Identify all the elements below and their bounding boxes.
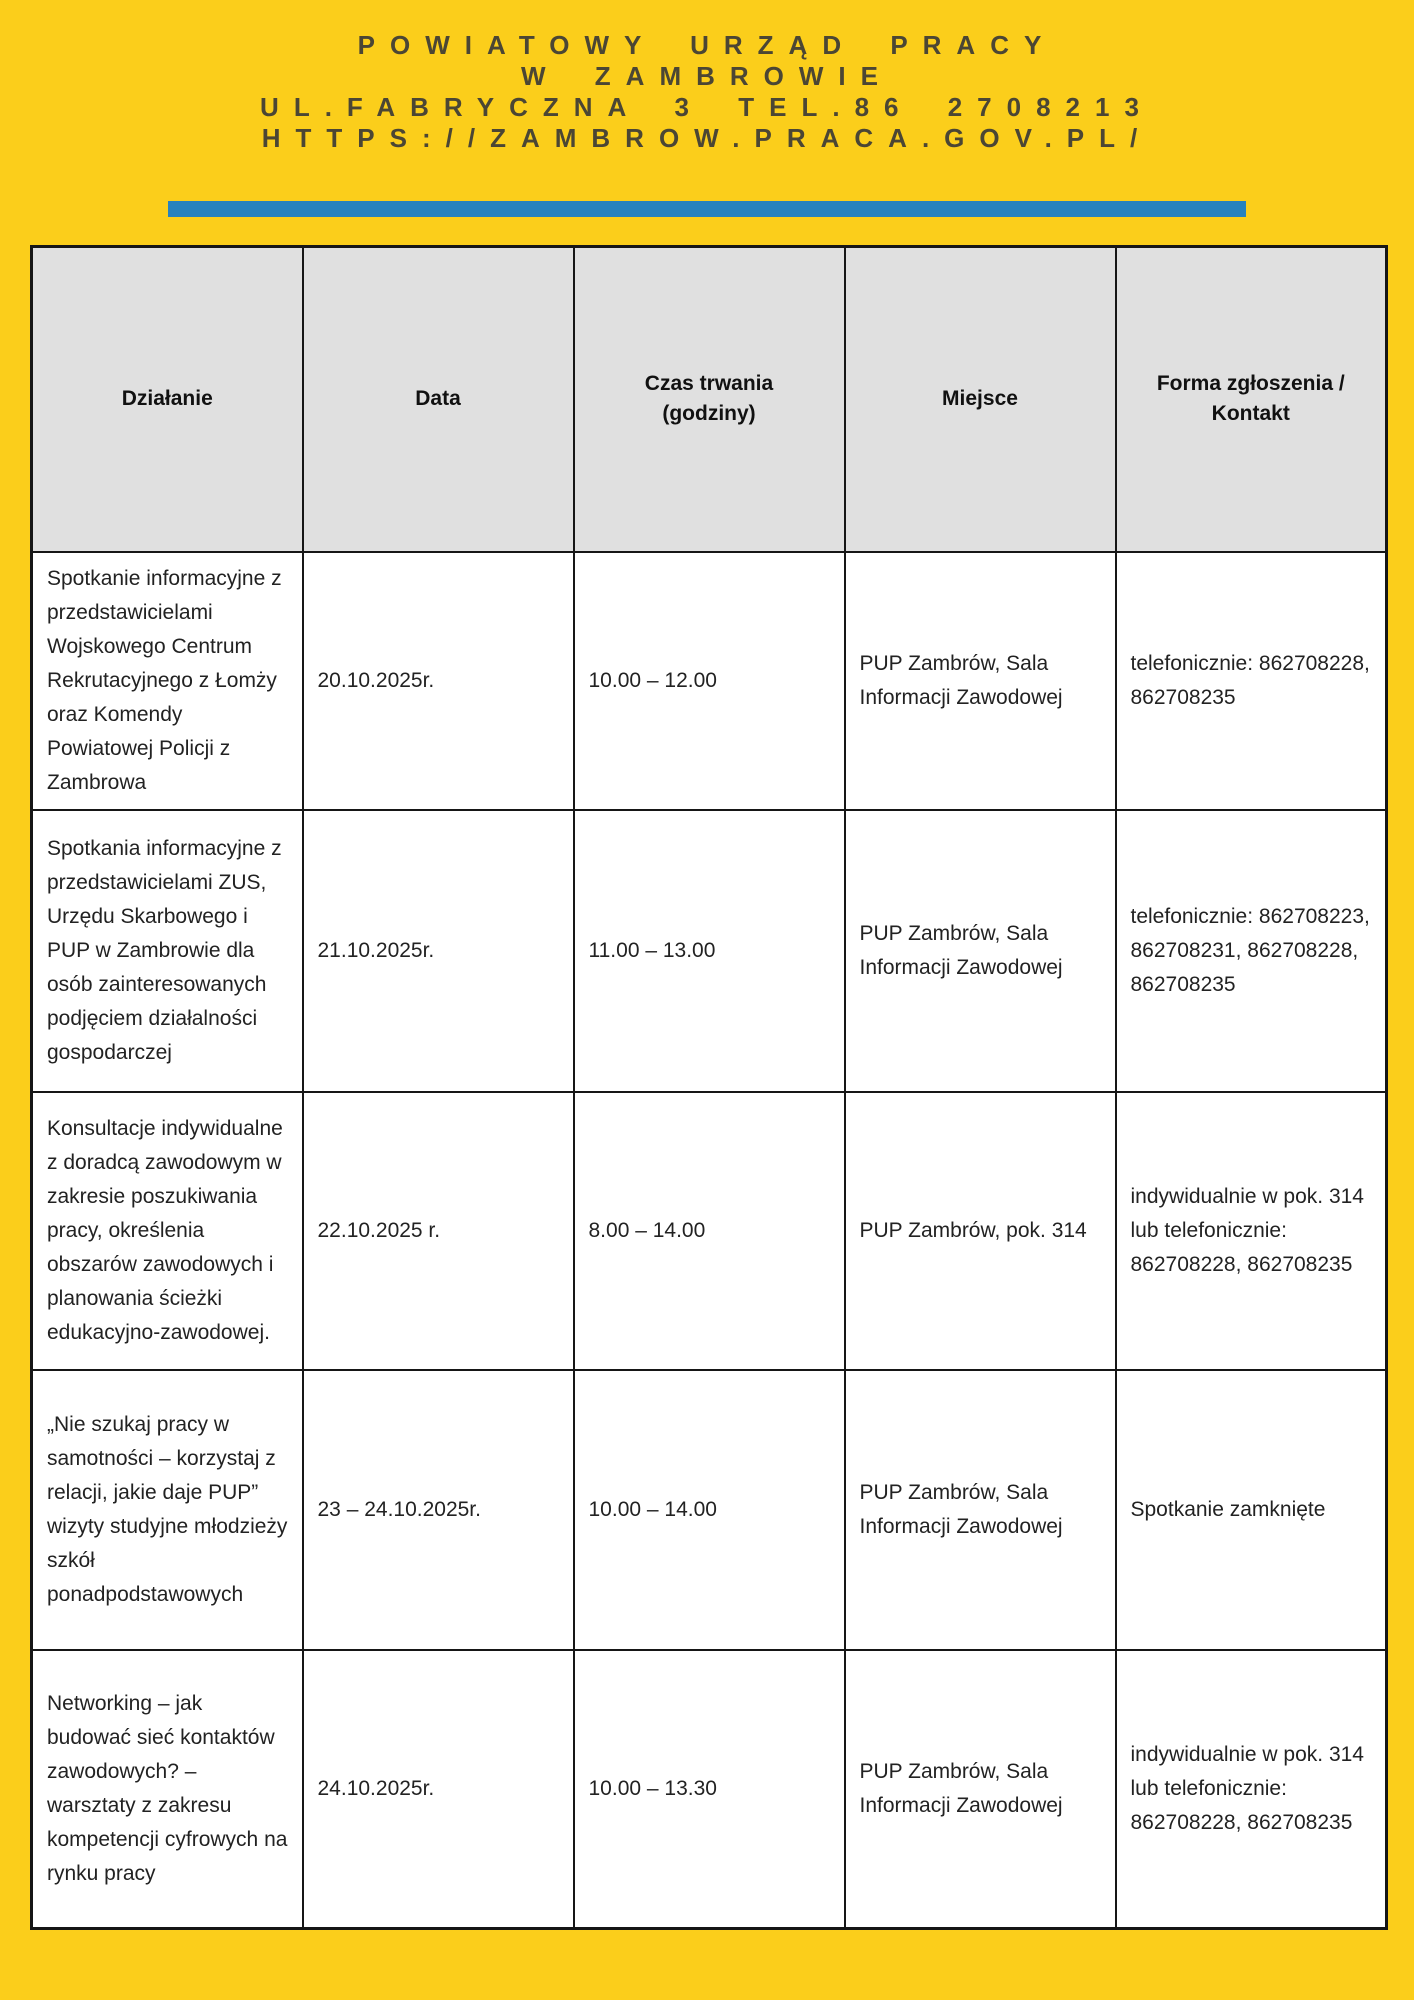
office-name-line-1: POWIATOWY URZĄD PRACY [357, 30, 1057, 60]
cell-czas: 11.00 – 13.00 [574, 810, 845, 1092]
cell-kontakt: telefonicznie: 862708223, 862708231, 862708228, 862708235 [1116, 810, 1387, 1092]
cell-data: 20.10.2025r. [303, 552, 574, 810]
column-header-dzialanie: Działanie [32, 247, 303, 552]
cell-kontakt: indywidualnie w pok. 314 lub telefonicznie: 862708228, 862708235 [1116, 1650, 1387, 1929]
events-schedule-table [30, 245, 1388, 1930]
column-header-forma-zgloszenia: Forma zgłoszenia / Kontakt [1116, 247, 1387, 552]
cell-data: 21.10.2025r. [303, 810, 574, 1092]
cell-kontakt: telefonicznie: 862708228, 862708235 [1116, 552, 1387, 810]
table-header-row [32, 247, 1387, 552]
cell-dzialanie: Spotkanie informacyjne z przedstawicielami Wojskowego Centrum Rekrutacyjnego z Łomży oraz Komendy Powiatowej Policji z Zambrowa [32, 552, 303, 810]
cell-kontakt: Spotkanie zamknięte [1116, 1370, 1387, 1650]
table-row [32, 552, 1387, 810]
table-row [32, 1370, 1387, 1650]
cell-czas: 10.00 – 14.00 [574, 1370, 845, 1650]
cell-dzialanie: Konsultacje indywidualne z doradcą zawodowym w zakresie poszukiwania pracy, określenia obszarów zawodowych i planowania ścieżki edukacyjno-zawodowej. [32, 1092, 303, 1370]
table-row [32, 1650, 1387, 1929]
cell-czas: 10.00 – 12.00 [574, 552, 845, 810]
column-header-data: Data [303, 247, 574, 552]
document-header [0, 0, 1414, 217]
cell-czas: 10.00 – 13.30 [574, 1650, 845, 1929]
office-address-phone: UL.FABRYCZNA 3 TEL.86 2708213 [260, 92, 1154, 122]
cell-miejsce: PUP Zambrów, Sala Informacji Zawodowej [845, 1650, 1116, 1929]
table-row [32, 1092, 1387, 1370]
table-row [32, 810, 1387, 1092]
cell-miejsce: PUP Zambrów, Sala Informacji Zawodowej [845, 552, 1116, 810]
column-header-czas-trwania: Czas trwania (godziny) [574, 247, 845, 552]
blue-divider-bar [168, 201, 1246, 217]
cell-kontakt: indywidualnie w pok. 314 lub telefonicznie: 862708228, 862708235 [1116, 1092, 1387, 1370]
cell-data: 24.10.2025r. [303, 1650, 574, 1929]
cell-miejsce: PUP Zambrów, Sala Informacji Zawodowej [845, 1370, 1116, 1650]
column-header-miejsce: Miejsce [845, 247, 1116, 552]
cell-data: 23 – 24.10.2025r. [303, 1370, 574, 1650]
cell-czas: 8.00 – 14.00 [574, 1092, 845, 1370]
office-name-line-2: W ZAMBROWIE [521, 61, 893, 91]
office-website: HTTPS://ZAMBROW.PRACA.GOV.PL/ [261, 123, 1153, 153]
cell-dzialanie: Networking – jak budować sieć kontaktów zawodowych? – warsztaty z zakresu kompetencji cyfrowych na rynku pracy [32, 1650, 303, 1929]
cell-dzialanie: „Nie szukaj pracy w samotności – korzystaj z relacji, jakie daje PUP” wizyty studyjne młodzieży szkół ponadpodstawowych [32, 1370, 303, 1650]
cell-miejsce: PUP Zambrów, Sala Informacji Zawodowej [845, 810, 1116, 1092]
cell-dzialanie: Spotkania informacyjne z przedstawicielami ZUS, Urzędu Skarbowego i PUP w Zambrowie dla osób zainteresowanych podjęciem działalności gospodarczej [32, 810, 303, 1092]
cell-miejsce: PUP Zambrów, pok. 314 [845, 1092, 1116, 1370]
cell-data: 22.10.2025 r. [303, 1092, 574, 1370]
